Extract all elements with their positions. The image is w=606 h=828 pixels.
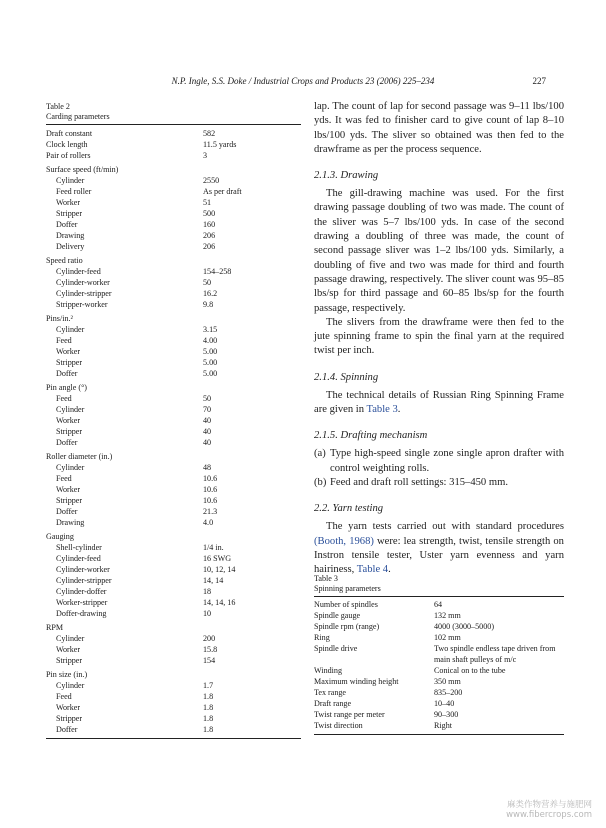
table-row-value: 154–258 [203, 267, 232, 276]
yarn-text-end: . [388, 564, 391, 576]
paragraph-slivers: The slivers from the drawframe were then fed to the jute spinning frame to spin the final yarn at the required twist per inch. [314, 316, 564, 357]
table-row-label: Worker-stripper [56, 598, 108, 607]
table-group-heading [46, 531, 301, 542]
table-row-label: Twist direction [314, 721, 363, 730]
table-row-label: Stripper [56, 496, 83, 505]
table-row-label: Roller diameter (in.) [46, 452, 113, 461]
table-row-label: Feed roller [56, 187, 92, 196]
table-row [46, 473, 301, 484]
list-item [314, 447, 564, 476]
table-3 [314, 574, 564, 735]
table-row-value: 16 SWG [203, 554, 232, 563]
table-row [46, 713, 301, 724]
table-row-label: Doffer [56, 438, 78, 447]
table-row-label: Doffer [56, 220, 78, 229]
table-row-label: Cylinder [56, 405, 85, 414]
table-row-value: 4000 (3000–5000) [434, 622, 495, 631]
section-heading-drafting: 2.1.5. Drafting mechanism [314, 430, 428, 442]
table-row-label: Doffer [56, 507, 78, 516]
section-heading-yarn-testing: 2.2. Yarn testing [314, 503, 384, 515]
table-row-value: 206 [203, 231, 216, 240]
table-row-label: Spindle drive [314, 644, 358, 653]
table-3-label: Table 3 [314, 574, 338, 583]
table-row-label: RPM [46, 623, 64, 632]
table-row [314, 610, 564, 621]
table-row-value: 3 [203, 151, 208, 160]
paragraph-lap-count: lap. The count of lap for second passage was 9–11 lbs/100 yds. It was fed to finisher card to give count of lap 8–10 lbs/100 yds. The sliver so obtained was then fed to the drawframe as per the process sequence. [314, 101, 564, 155]
table-row [46, 346, 301, 357]
table-row-value: 48 [203, 463, 212, 472]
paragraph-yarn-testing [314, 520, 564, 577]
table-group-heading [46, 451, 301, 462]
table-row-label: Cylinder-doffer [56, 587, 107, 596]
table-row-value: 160 [203, 220, 216, 229]
table-row-label: Cylinder-feed [56, 267, 101, 276]
table-row-label: Speed ratio [46, 256, 83, 265]
table-row [46, 128, 301, 139]
table-row-label: Doffer-drawing [56, 609, 107, 618]
table-row [46, 484, 301, 495]
table-group-heading [46, 669, 301, 680]
table-row-value: 102 mm [434, 633, 461, 642]
table-row-value: 40 [203, 438, 212, 447]
paragraph-spinning [314, 389, 564, 418]
table-row-value: 64 [434, 600, 443, 609]
table-row [46, 219, 301, 230]
table-row-value: 154 [203, 656, 216, 665]
table-row-label: Worker [56, 198, 81, 207]
table-row-label: Surface speed (ft/min) [46, 165, 119, 174]
table-row-label: Doffer [56, 725, 78, 734]
table-row-value: 3.15 [203, 325, 218, 334]
table-2-bottom-rule [46, 738, 301, 739]
table-row-label: Draft range [314, 699, 352, 708]
table-row [46, 680, 301, 691]
table-row-value: 90–300 [434, 710, 459, 719]
table-row [46, 597, 301, 608]
list-item [314, 476, 564, 490]
table-row-value: Conical on to the tube [434, 666, 506, 675]
table-row-value: 40 [203, 416, 212, 425]
table-group-heading [46, 622, 301, 633]
table-row-value: 10 [203, 609, 212, 618]
table-row-value: 5.00 [203, 358, 218, 367]
table-2-caption: Carding parameters [46, 112, 110, 121]
section-heading-spinning: 2.1.4. Spinning [314, 371, 379, 383]
table-row [314, 665, 564, 676]
table-row-label: Cylinder [56, 325, 85, 334]
spinning-text: The technical details of Russian Ring Spinning Frame are given in [314, 389, 564, 416]
table-row [314, 720, 564, 731]
table-row-label: Ring [314, 633, 330, 642]
table-row-label: Winding [314, 666, 342, 675]
table-row-label: Drawing [56, 518, 85, 527]
table-row [46, 335, 301, 346]
journal-citation: N.P. Ingle, S.S. Doke / Industrial Crops and Products 23 (2006) 225–234 [171, 76, 435, 86]
yarn-text: were: lea strength, twist, tensile strength on Instron tensile tester, Uster yarn evenness and yarn hairiness, [314, 535, 564, 576]
table-group-heading [46, 382, 301, 393]
table-row [314, 621, 564, 632]
list-text: Feed and draft roll settings: 315–450 mm. [330, 476, 509, 488]
table-row-value: 350 mm [434, 677, 461, 686]
table-row-label: Cylinder [56, 176, 85, 185]
table-row-label: Clock length [46, 140, 88, 149]
table-row-value: 10.6 [203, 485, 218, 494]
table-row-value: 835–200 [434, 688, 463, 697]
table-row-label: Pin angle (°) [46, 383, 87, 392]
table-row-value: 21.3 [203, 507, 218, 516]
table-row [314, 687, 564, 698]
table-row-label: Number of spindles [314, 600, 378, 609]
table-row [46, 426, 301, 437]
table-row-label: Pins/in.² [46, 314, 73, 323]
table-row [314, 698, 564, 709]
table-row [46, 517, 301, 528]
table-row-value: 5.00 [203, 347, 218, 356]
section-heading-drawing: 2.1.3. Drawing [314, 170, 379, 182]
table-3-body [314, 599, 564, 731]
table-row [46, 230, 301, 241]
table-row-value: 14, 14 [203, 576, 224, 585]
table-row-label: Spindle gauge [314, 611, 361, 620]
table-row-label: Stripper [56, 427, 83, 436]
table-row-value: 4.0 [203, 518, 214, 527]
table-row [46, 299, 301, 310]
table-row [46, 506, 301, 517]
table-row [314, 709, 564, 720]
table-row-value: 10–40 [434, 699, 455, 708]
table-row-label: Cylinder [56, 634, 85, 643]
table-row-value: 582 [203, 129, 216, 138]
table-row-value: Right [434, 721, 452, 730]
table-3-bottom-rule [314, 734, 564, 735]
list-marker: (b) [314, 476, 327, 488]
table-row [46, 553, 301, 564]
table-row [46, 691, 301, 702]
table-row [46, 241, 301, 252]
paragraph-drawing: The gill-drawing machine was used. For the first drawing passage doubling of two was made. The count of the sliver was 5–7 lbs/100 yds. In case of the second drawing a doubling of three was made, the count of second passage sliver was 1–2 lbs/100 yds. Similarly, a doubling of five and two was made for third and fourth passage drawing, respectively. The sliver count was 95–85 lbs/sp for third passage and 60–85 lbs/sp for the fourth passage, respectively. [314, 188, 564, 314]
table-row-value: 200 [203, 634, 216, 643]
table-row-label: Cylinder [56, 463, 85, 472]
table-3-top-rule [314, 596, 564, 597]
table-row-value: 4.00 [203, 336, 218, 345]
table-row [46, 368, 301, 379]
table-row-label: Twist range per meter [314, 710, 385, 719]
table-row [46, 495, 301, 506]
table-row-value: 40 [203, 427, 212, 436]
table-row-value: 70 [203, 405, 212, 414]
table-row-label: Feed [56, 474, 72, 483]
table-row-label: Stripper [56, 358, 83, 367]
table-row-value: 15.8 [203, 645, 218, 654]
table-row-value: 1.8 [203, 714, 214, 723]
table-row [46, 575, 301, 586]
table-row-label: Stripper [56, 714, 83, 723]
table-row [314, 643, 564, 665]
table-row [46, 150, 301, 161]
table-row-label: Cylinder-stripper [56, 289, 112, 298]
table-row-value: 10.6 [203, 496, 218, 505]
table-row [46, 608, 301, 619]
table-row [46, 404, 301, 415]
table-row [46, 633, 301, 644]
table-row-value: 51 [203, 198, 212, 207]
table-4-link[interactable]: Table 4 [356, 564, 389, 576]
table-row-label: Doffer [56, 369, 78, 378]
table-2-body [46, 128, 301, 735]
table-row-label: Cylinder-feed [56, 554, 101, 563]
table-row [46, 655, 301, 666]
table-row-label: Shell-cylinder [56, 543, 102, 552]
table-row-value: 16.2 [203, 289, 218, 298]
yarn-text: The yarn tests carried out with standard procedures [326, 521, 564, 533]
table-2 [46, 102, 301, 739]
drafting-list [314, 447, 564, 490]
table-row-value: 10, 12, 14 [203, 565, 236, 574]
table-row-value: 1.7 [203, 681, 214, 690]
booth-citation-link[interactable]: (Booth, 1968) [314, 535, 374, 547]
list-text: Type high-speed single zone single apron drafter with control weighting rolls. [330, 448, 564, 474]
table-row [46, 644, 301, 655]
table-row-value: 1.8 [203, 692, 214, 701]
table-row-label: Worker [56, 645, 81, 654]
table-row [46, 197, 301, 208]
table-row-label: Worker [56, 347, 81, 356]
table-row-value: Two spindle endless tape driven from main shaft pulleys of m/c [434, 644, 556, 664]
watermark-url: www.fibercrops.com [506, 810, 592, 820]
table-row [46, 277, 301, 288]
table-row-value: 9.8 [203, 300, 214, 309]
table-row-label: Feed [56, 336, 72, 345]
table-row-label: Pair of rollers [46, 151, 91, 160]
spinning-text-end: . [397, 404, 401, 416]
table-row-value: 11.5 yards [203, 140, 237, 149]
table-group-heading [46, 255, 301, 266]
table-row-value: 206 [203, 242, 216, 251]
table-row [46, 702, 301, 713]
table-row [46, 437, 301, 448]
table-2-label: Table 2 [46, 102, 70, 111]
table-row-label: Cylinder-worker [56, 278, 110, 287]
table-row-label: Stripper [56, 656, 83, 665]
table-row-value: 500 [203, 209, 216, 218]
table-3-link[interactable]: Table 3 [366, 404, 398, 416]
table-row-label: Stripper-worker [56, 300, 108, 309]
table-row-label: Spindle rpm (range) [314, 622, 380, 631]
table-row-value: 50 [203, 278, 212, 287]
table-row [46, 393, 301, 404]
table-row-value: 1.8 [203, 703, 214, 712]
table-row-label: Gauging [46, 532, 74, 541]
table-row-label: Cylinder-stripper [56, 576, 112, 585]
table-row-label: Worker [56, 703, 81, 712]
table-row-label: Tex range [314, 688, 347, 697]
table-row [46, 586, 301, 597]
list-marker: (a) [314, 448, 326, 460]
table-row [46, 139, 301, 150]
table-row [46, 175, 301, 186]
table-row-value: 1/4 in. [203, 543, 224, 552]
table-row-label: Pin size (in.) [46, 670, 88, 679]
table-row-value: 5.00 [203, 369, 218, 378]
table-row-value: As per draft [203, 187, 242, 196]
table-row-value: 1.8 [203, 725, 214, 734]
table-row [46, 288, 301, 299]
table-row [46, 324, 301, 335]
right-column [314, 100, 564, 577]
table-group-heading [46, 313, 301, 324]
table-row [46, 542, 301, 553]
table-row-label: Drawing [56, 231, 85, 240]
table-row [46, 564, 301, 575]
table-row [46, 208, 301, 219]
table-row-value: 14, 14, 16 [203, 598, 236, 607]
table-row [46, 186, 301, 197]
table-row [314, 632, 564, 643]
table-row-label: Feed [56, 394, 72, 403]
table-row-label: Draft constant [46, 129, 93, 138]
table-row [46, 724, 301, 735]
table-row-value: 132 mm [434, 611, 461, 620]
table-row [46, 462, 301, 473]
page-number: 227 [532, 76, 546, 86]
table-row [46, 357, 301, 368]
table-row [314, 599, 564, 610]
table-row-label: Cylinder-worker [56, 565, 110, 574]
table-row-label: Delivery [56, 242, 85, 251]
table-row-label: Worker [56, 416, 81, 425]
table-2-top-rule [46, 124, 301, 125]
table-row-value: 2550 [203, 176, 220, 185]
table-row-value: 10.6 [203, 474, 218, 483]
table-row [46, 266, 301, 277]
table-row [314, 676, 564, 687]
table-group-heading [46, 164, 301, 175]
watermark-cn: 麻类作物营养与施肥网 [506, 800, 592, 810]
table-row-label: Worker [56, 485, 81, 494]
table-3-caption: Spinning parameters [314, 584, 381, 593]
table-row-value: 50 [203, 394, 212, 403]
table-row-value: 18 [203, 587, 212, 596]
table-row-label: Cylinder [56, 681, 85, 690]
watermark [506, 800, 592, 820]
table-row-label: Feed [56, 692, 72, 701]
table-row [46, 415, 301, 426]
table-row-label: Stripper [56, 209, 83, 218]
table-row-label: Maximum winding height [314, 677, 399, 686]
